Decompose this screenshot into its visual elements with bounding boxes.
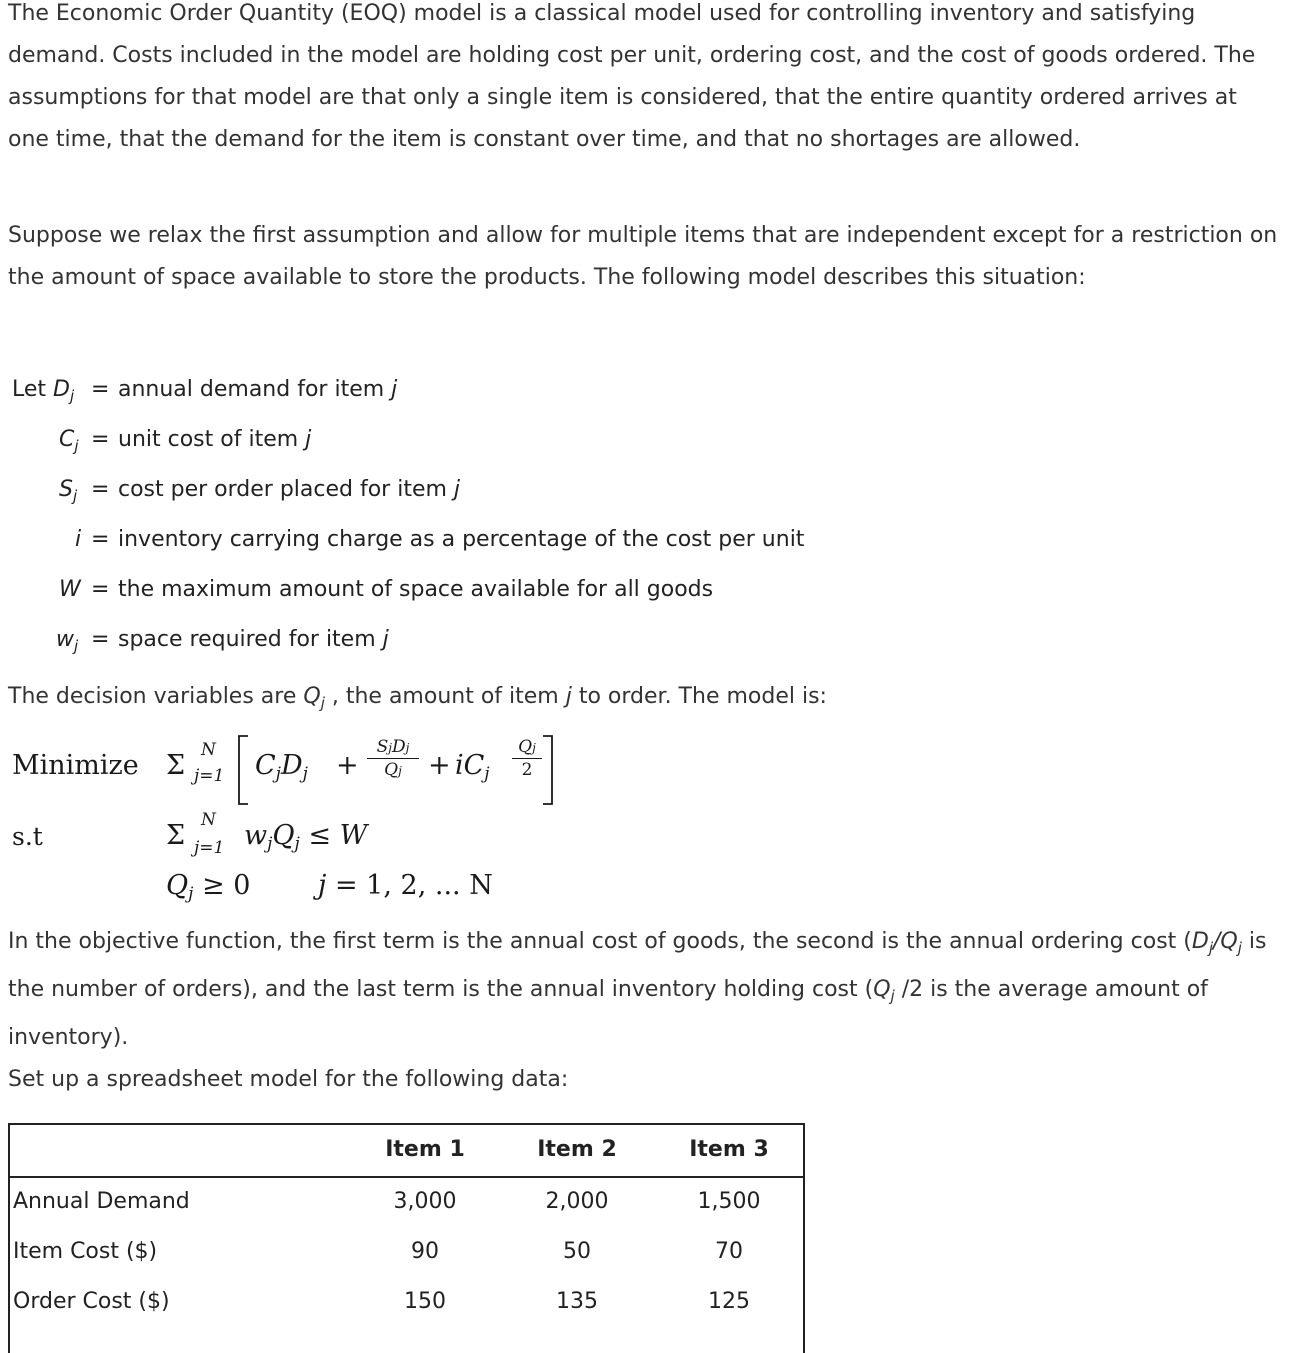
table-header-item-3: Item 3 xyxy=(689,1137,769,1162)
definition-row xyxy=(12,365,74,415)
definition-text: the maximum amount of space available for all goods xyxy=(118,577,714,602)
equals-sign: = xyxy=(91,377,110,402)
definition-symbol: W xyxy=(59,577,81,602)
table-cell: 1,500 xyxy=(697,1189,761,1214)
row-label-annual-demand: Annual Demand xyxy=(13,1189,190,1214)
definition-text: unit cost of item j xyxy=(118,427,312,452)
table-header-item-2: Item 2 xyxy=(537,1137,617,1162)
let-label: Let xyxy=(12,377,54,402)
intro-paragraph: The Economic Order Quantity (EOQ) model is a classical model used for controlling inventory and satisfying demand. Costs included in the model are holding cost per unit, ordering cost, and the cost of goods ordered. The assumptions for that model are that only a single item is considered, that the entire quantity ordered arrives at one time, that the demand for the item is constant over time, and that no shortages are allowed. xyxy=(8,1,1256,152)
definition-symbol: $w_j$ xyxy=(56,627,79,655)
row-label-item-cost: Item Cost ($) xyxy=(13,1239,158,1264)
definition-symbol: D xyxy=(53,377,70,402)
plus-sign: + xyxy=(428,750,451,781)
table-cell: 3,000 xyxy=(393,1189,457,1214)
row-label-order-cost: Order Cost ($) xyxy=(13,1289,170,1314)
equals-sign: = xyxy=(91,627,110,652)
nonnegativity-constraint: Qj ≥ 0 xyxy=(166,870,251,904)
space-constraint: wjQj ≤ W xyxy=(244,820,368,854)
definition-text: annual demand for item j xyxy=(118,377,398,402)
table-cell: 135 xyxy=(556,1289,598,1314)
index-range: j = 1, 2, ... N xyxy=(318,870,493,901)
equals-sign: = xyxy=(91,527,110,552)
left-bracket-icon xyxy=(236,734,250,806)
table-cell: 50 xyxy=(563,1239,591,1264)
table-cell: 70 xyxy=(715,1239,743,1264)
definition-subscript: j xyxy=(69,387,75,405)
definition-symbol: i xyxy=(75,527,82,552)
relaxation-paragraph: Suppose we relax the first assumption and allow for multiple items that are independent except for a restriction on the amount of space available to store the products. The following model describes this situation: xyxy=(8,223,1278,290)
average-inventory-fraction xyxy=(512,737,542,780)
equals-sign: = xyxy=(91,577,110,602)
objective-explanation-paragraph: In the objective function, the first term is the annual cost of goods, the second is the annual ordering cost ($D_j/Q_j$ is the number of orders), and the last term is the annual inventory holding cost ($Q_j$ /2 is the average amount of inventory). xyxy=(8,929,1267,1050)
equals-sign: = xyxy=(91,477,110,502)
minimize-label: Minimize xyxy=(12,750,139,781)
definition-symbol: $S_j$ xyxy=(59,477,78,505)
definition-text: cost per order placed for item j xyxy=(118,477,461,502)
constraint-sigma: Σ xyxy=(166,820,186,851)
definition-text: inventory carrying charge as a percentage of the cost per unit xyxy=(118,527,805,552)
table-cell: 2,000 xyxy=(545,1189,609,1214)
fraction-numerator: SjDj xyxy=(376,737,410,757)
decision-variables-paragraph: The decision variables are $Q_j$ , the amount of item j to order. The model is: xyxy=(8,684,827,712)
table-cell: 150 xyxy=(404,1289,446,1314)
definition-symbol: $C_j$ xyxy=(59,427,79,455)
sigma-lower-limit: j=1 xyxy=(194,766,225,786)
sigma-upper-limit: N xyxy=(201,810,216,830)
objective-term-holding: iCj xyxy=(455,750,490,784)
table-cell: 90 xyxy=(411,1239,439,1264)
table-cell: 125 xyxy=(708,1289,750,1314)
right-bracket-icon xyxy=(541,734,555,806)
objective-term-cost: CjDj xyxy=(255,750,308,784)
sigma-upper-limit: N xyxy=(201,740,216,760)
table-header-item-1: Item 1 xyxy=(385,1137,465,1162)
subject-to-label: s.t xyxy=(12,822,43,851)
objective-sigma: Σ xyxy=(166,750,186,781)
plus-sign: + xyxy=(336,750,359,781)
fraction-denominator: Qj xyxy=(384,760,402,780)
fraction-numerator: Qj xyxy=(518,737,536,757)
ordering-cost-fraction xyxy=(367,737,419,780)
spreadsheet-instruction: Set up a spreadsheet model for the following data: xyxy=(8,1067,569,1092)
definition-text: space required for item j xyxy=(118,627,389,652)
fraction-denominator: 2 xyxy=(521,760,533,780)
equals-sign: = xyxy=(91,427,110,452)
sigma-lower-limit: j=1 xyxy=(194,838,225,858)
table-header-divider xyxy=(8,1176,805,1178)
